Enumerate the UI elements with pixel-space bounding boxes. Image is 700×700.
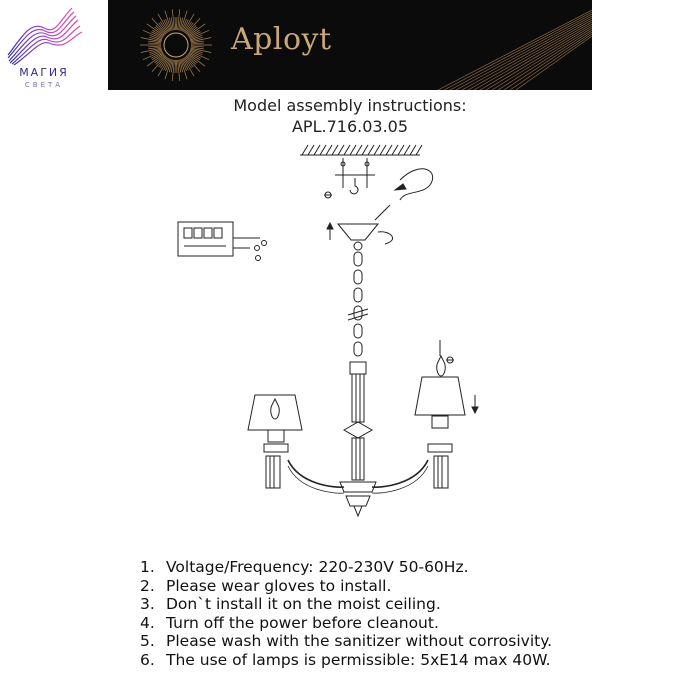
- model-number: APL.716.03.05: [291, 117, 409, 136]
- instruction-item: [140, 577, 552, 596]
- chandelier-assembly-diagram: [160, 140, 500, 530]
- instruction-number: 1.: [140, 558, 155, 576]
- central-column: [340, 362, 376, 516]
- instruction-number: 4.: [140, 613, 155, 632]
- instruction-text: The use of lamps is permissible: 5xE14 max 40W.: [166, 650, 551, 669]
- screwdriver-icon: [446, 357, 454, 363]
- canopy: [338, 224, 393, 250]
- instruction-text: Please wash with the sanitizer without corrosivity.: [166, 632, 553, 650]
- magia-sveta-logo: [0, 0, 90, 95]
- instruction-item: [140, 632, 552, 651]
- instruction-item: [140, 558, 552, 577]
- instruction-text: Don`t install it on the moist ceiling.: [166, 595, 441, 613]
- instructions-list: [140, 558, 552, 669]
- screwdriver-icon: [324, 192, 332, 198]
- arrow-up-icon: [327, 223, 333, 240]
- arrow-down-icon: [472, 395, 478, 413]
- instruction-text: Voltage/Frequency: 220-230V 50-60Hz.: [166, 558, 469, 576]
- instruction-text: Turn off the power before cleanout.: [166, 613, 439, 632]
- page-title: Model assembly instructions:: [233, 96, 467, 115]
- instruction-number: 5.: [140, 632, 155, 650]
- instruction-item: [140, 595, 552, 614]
- instruction-item: [140, 614, 552, 633]
- right-lamp-shade: [415, 340, 465, 488]
- sunburst-icon: [108, 0, 592, 90]
- chain: [348, 252, 368, 356]
- instruction-text: Please wear gloves to install.: [166, 576, 392, 595]
- logo-subtitle: СВЕТА: [24, 81, 64, 89]
- logo-name: МАГИЯ: [19, 66, 69, 79]
- mounting-screws-icon: [335, 158, 375, 194]
- brand-name: Aployt: [231, 22, 332, 57]
- instruction-number: 6.: [140, 650, 155, 669]
- instruction-number: 2.: [140, 576, 155, 595]
- instruction-item: [140, 651, 552, 670]
- terminal-block-icon: [178, 222, 267, 261]
- logo-waves-icon: [0, 0, 90, 66]
- left-lamp-shade: [248, 395, 302, 488]
- instruction-number: 3.: [140, 595, 155, 613]
- aployt-banner: [108, 0, 592, 90]
